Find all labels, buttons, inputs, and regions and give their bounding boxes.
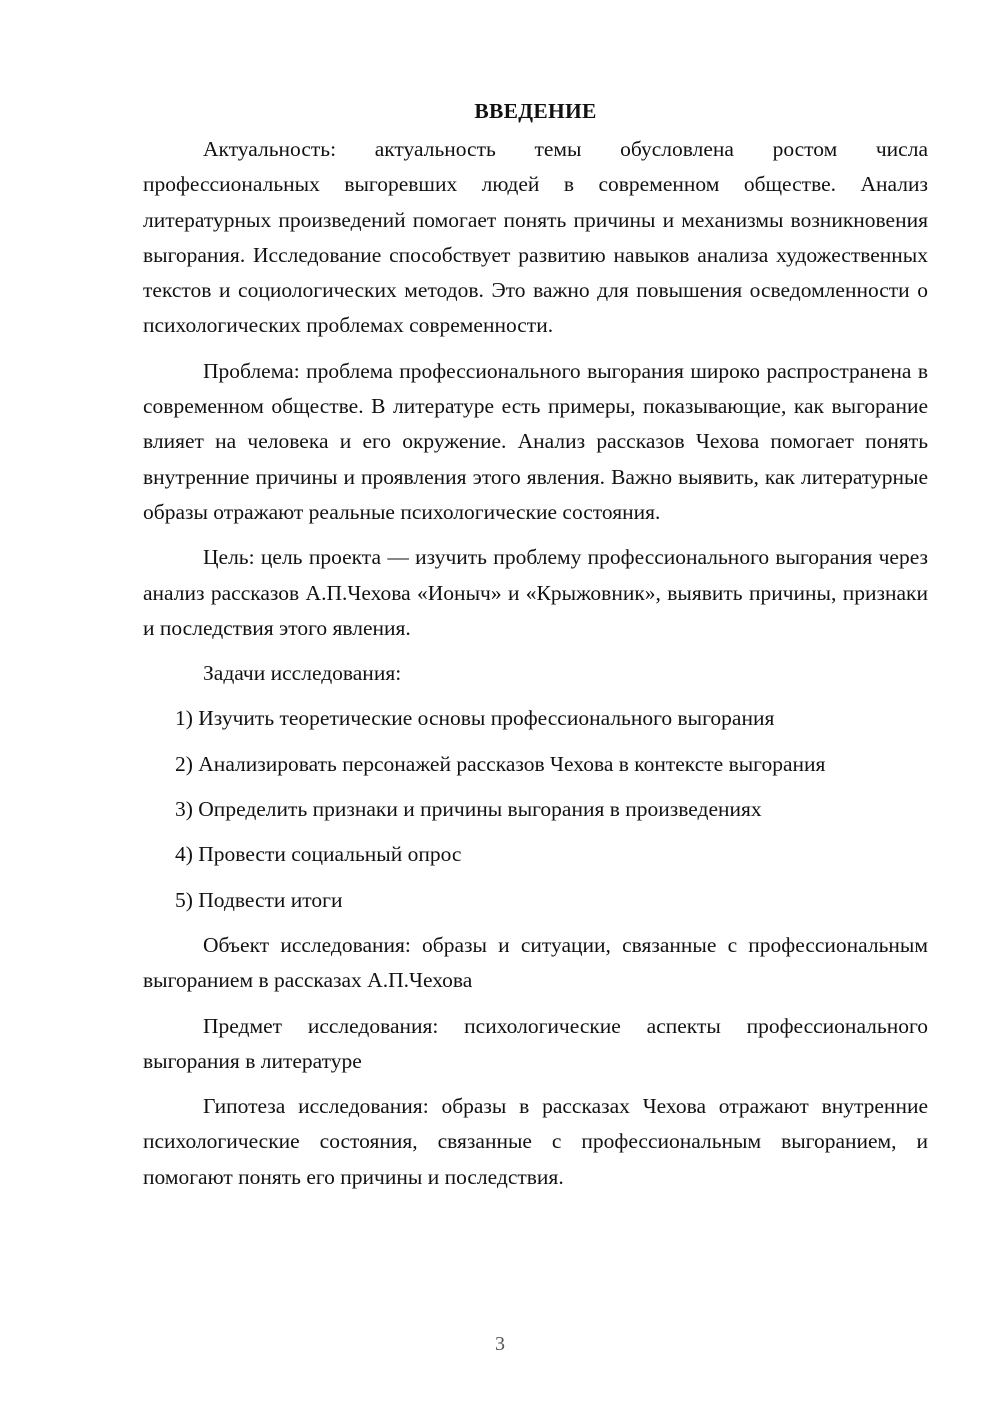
page-content [143,96,928,1205]
goal-paragraph: Цель: цель проекта — изучить проблему профессионального выгорания через анализ рассказов А.П.Чехова «Ионыч» и «Крыжовник», выявить причины, признаки и последствия этого явления. [143,545,928,640]
task-item: 2) Анализировать персонажей рассказов Чехова в контексте выгорания [175,751,826,776]
task-item: 5) Подвести итоги [175,887,343,912]
page-number: 3 [495,1333,505,1355]
task-item: 1) Изучить теоретические основы профессионального выгорания [175,706,775,731]
problem-paragraph: Проблема: проблема профессионального выгорания широко распространена в современном обществе. В литературе есть примеры, показывающие, как выгорание влияет на человека и его окружение. Анализ рассказов Чехова помогает понять внутренние причины и проявления этого явления. Важно выявить, как литературные образы отражают реальные психологические состояния. [143,358,928,524]
task-item: 3) Определить признаки и причины выгорания в произведениях [175,797,762,822]
object-paragraph: Объект исследования: образы и ситуации, связанные с профессиональным выгоранием в рассказах А.П.Чехова [143,932,928,993]
subject-paragraph: Предмет исследования: психологические аспекты профессионального выгорания в литературе [143,1013,928,1073]
tasks-label: Задачи исследования: [203,661,402,686]
task-item: 4) Провести социальный опрос [175,842,462,867]
section-heading: ВВЕДЕНИЕ [474,99,597,123]
relevance-paragraph: Актуальность: актуальность темы обусловлена ростом числа профессиональных выгоревших людей в современном обществе. Анализ литературных произведений помогает понять причины и механизмы возникновения выгорания. Исследование способствует развитию навыков анализа художественных текстов и социологических методов. Это важно для повышения осведомленности о психологических проблемах современности. [143,137,928,338]
hypothesis-paragraph: Гипотеза исследования: образы в рассказах Чехова отражают внутренние психологические состояния, связанные с профессиональным выгоранием, и помогают понять его причины и последствия. [143,1094,928,1189]
